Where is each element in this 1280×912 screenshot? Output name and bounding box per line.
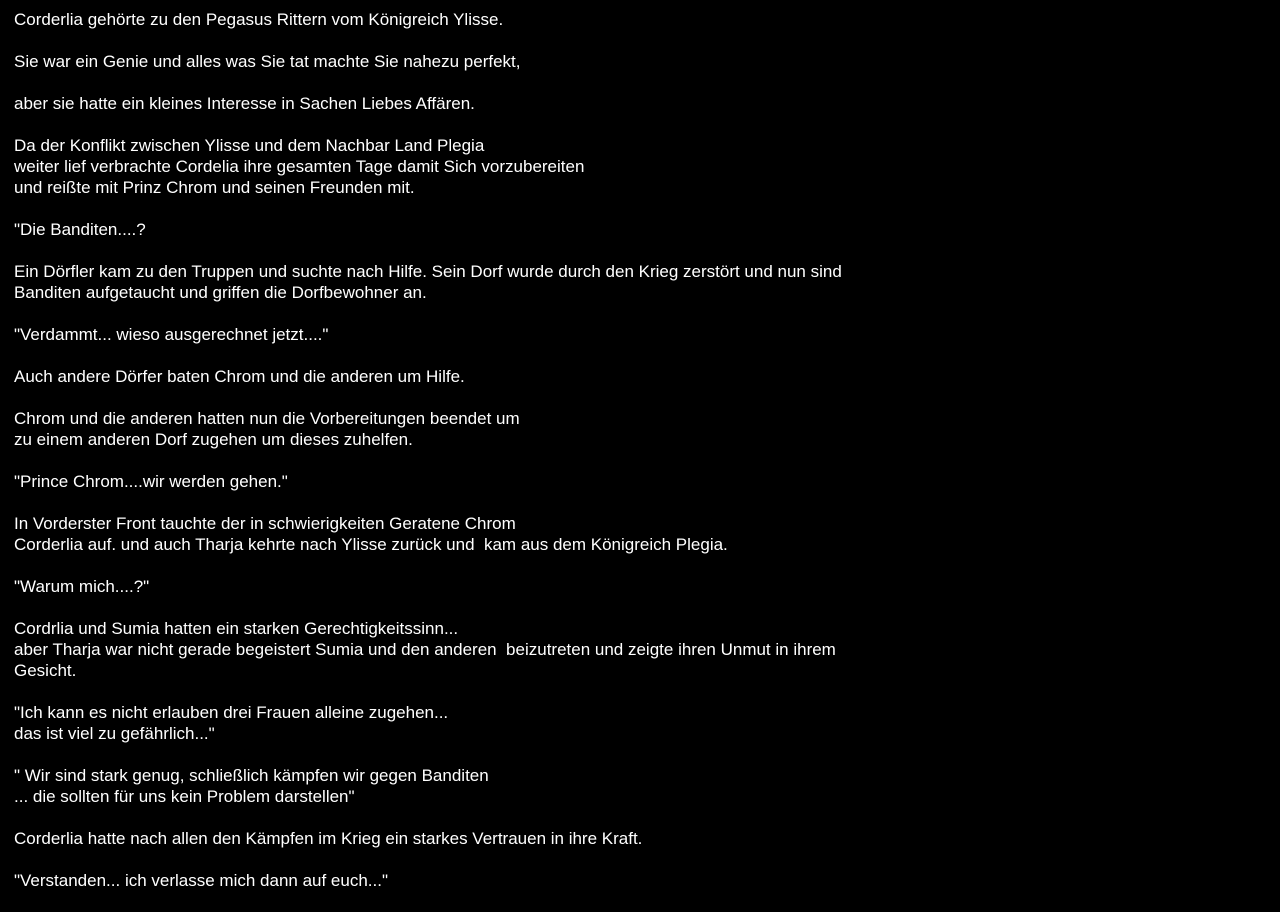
text-line: "Prince Chrom....wir werden gehen." xyxy=(14,472,288,491)
text-line: aber Tharja war nicht gerade begeistert Sumia und den anderen beizutreten und zeigte ihren Unmut in ihrem xyxy=(14,640,836,659)
text-line: "Verstanden... ich verlasse mich dann auf euch..." xyxy=(14,871,388,890)
paragraph xyxy=(14,513,1264,555)
paragraph xyxy=(14,408,1264,450)
paragraph xyxy=(14,870,1264,891)
text-line: zu einem anderen Dorf zugehen um dieses zuhelfen. xyxy=(14,430,413,449)
text-line: und reißte mit Prinz Chrom und seinen Freunden mit. xyxy=(14,178,415,197)
text-line: Corderlia hatte nach allen den Kämpfen im Krieg ein starkes Vertrauen in ihre Kraft. xyxy=(14,829,643,848)
paragraph xyxy=(14,618,1264,681)
text-line: "Die Banditen....? xyxy=(14,220,146,239)
paragraph xyxy=(14,702,1264,744)
text-line: Auch andere Dörfer baten Chrom und die anderen um Hilfe. xyxy=(14,367,465,386)
text-line: ... die sollten für uns kein Problem darstellen" xyxy=(14,787,355,806)
text-line: "Warum mich....?" xyxy=(14,577,150,596)
paragraph xyxy=(14,765,1264,807)
text-line: Da der Konflikt zwischen Ylisse und dem Nachbar Land Plegia xyxy=(14,136,485,155)
text-line: In Vorderster Front tauchte der in schwierigkeiten Geratene Chrom xyxy=(14,514,516,533)
text-line: Gesicht. xyxy=(14,661,77,680)
paragraph xyxy=(14,324,1264,345)
text-line: weiter lief verbrachte Cordelia ihre gesamten Tage damit Sich vorzubereiten xyxy=(14,157,585,176)
story-text xyxy=(14,0,1264,912)
text-line: Sie war ein Genie und alles was Sie tat machte Sie nahezu perfekt, xyxy=(14,52,521,71)
paragraph xyxy=(14,0,1264,30)
paragraph xyxy=(14,135,1264,198)
paragraph xyxy=(14,261,1264,303)
paragraph xyxy=(14,366,1264,387)
text-line: Corderlia gehörte zu den Pegasus Rittern vom Königreich Ylisse. xyxy=(14,10,504,29)
paragraph xyxy=(14,51,1264,72)
paragraph xyxy=(14,576,1264,597)
text-line: Cordrlia und Sumia hatten ein starken Gerechtigkeitssinn... xyxy=(14,619,459,638)
text-line: Chrom und die anderen hatten nun die Vorbereitungen beendet um xyxy=(14,409,520,428)
text-line: Corderlia auf. und auch Tharja kehrte nach Ylisse zurück und kam aus dem Königreich Plegia. xyxy=(14,535,728,554)
paragraph xyxy=(14,471,1264,492)
text-line: Banditen aufgetaucht und griffen die Dorfbewohner an. xyxy=(14,283,427,302)
text-line: aber sie hatte ein kleines Interesse in Sachen Liebes Affären. xyxy=(14,94,475,113)
text-line: "Ich kann es nicht erlauben drei Frauen alleine zugehen... xyxy=(14,703,449,722)
paragraph xyxy=(14,93,1264,114)
text-line: " Wir sind stark genug, schließlich kämpfen wir gegen Banditen xyxy=(14,766,489,785)
text-line: Ein Dörfler kam zu den Truppen und suchte nach Hilfe. Sein Dorf wurde durch den Krieg zerstört und nun sind xyxy=(14,262,842,281)
text-line: das ist viel zu gefährlich..." xyxy=(14,724,215,743)
paragraph xyxy=(14,219,1264,240)
paragraph xyxy=(14,828,1264,849)
text-line: "Verdammt... wieso ausgerechnet jetzt...." xyxy=(14,325,329,344)
